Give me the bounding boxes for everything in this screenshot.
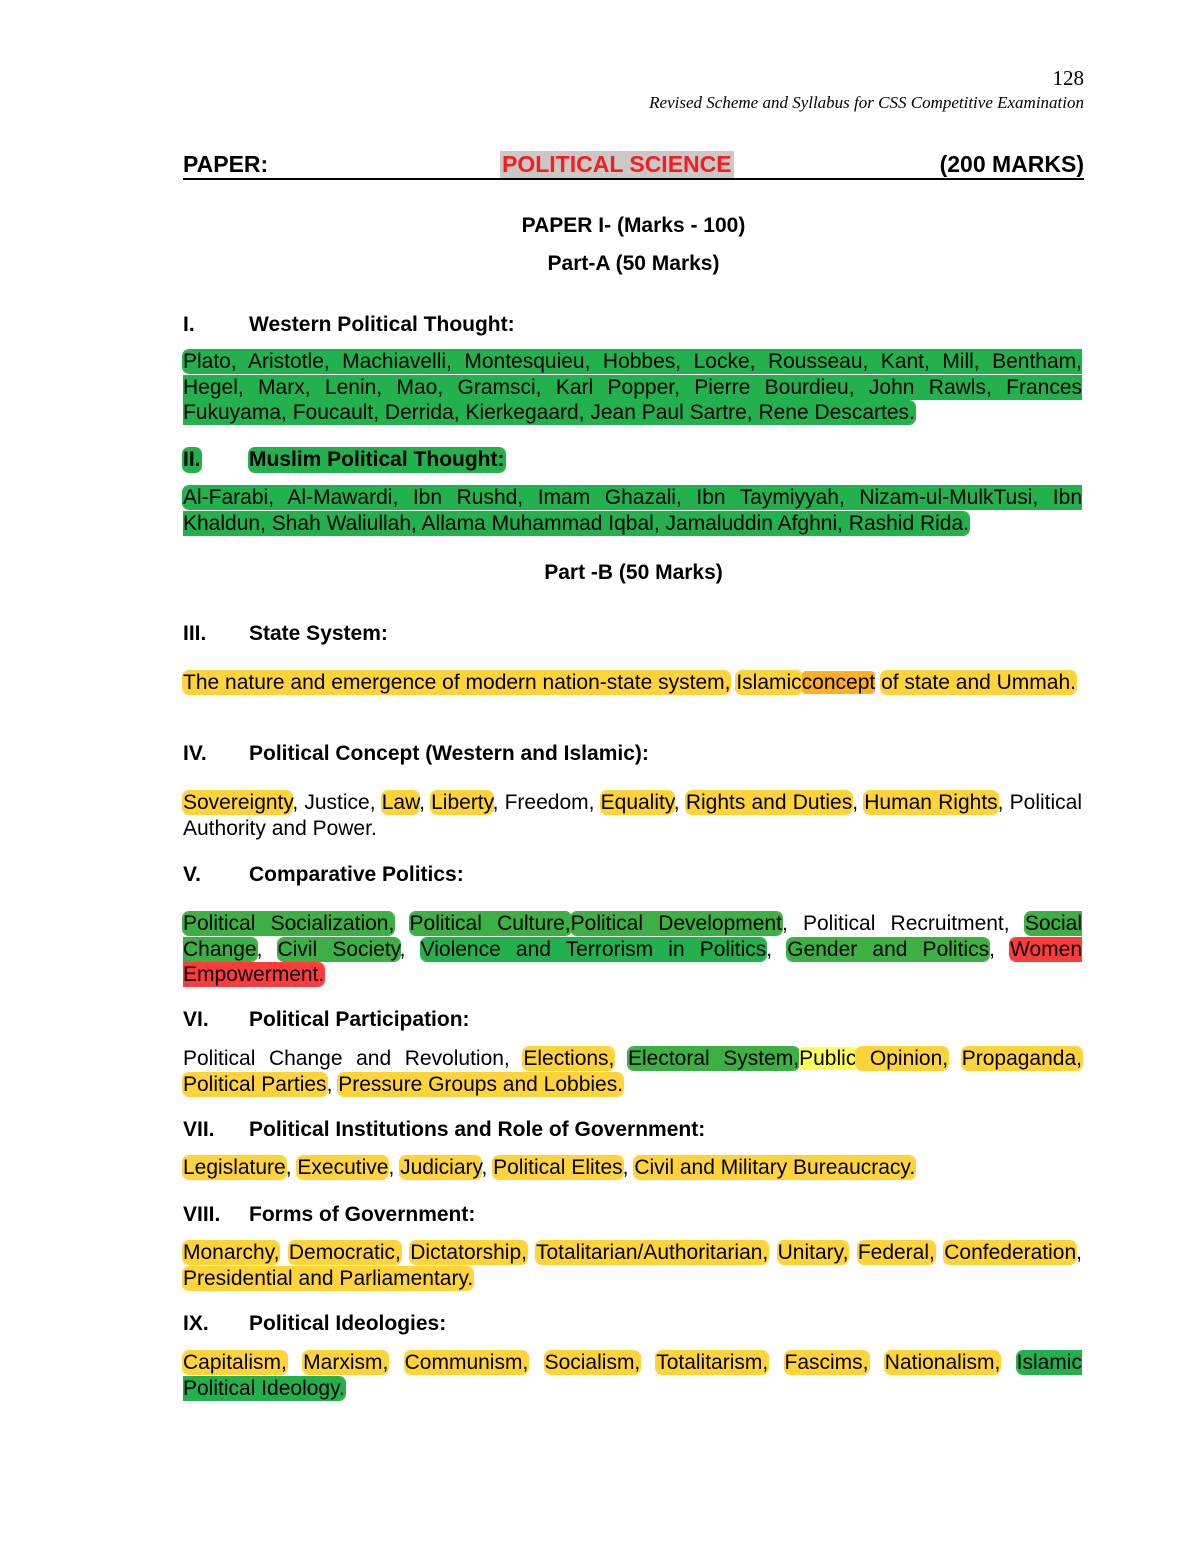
highlighted-text: concept [801, 671, 876, 694]
section-body [183, 349, 1082, 426]
text: , [852, 791, 865, 814]
highlighted-text: Al-Farabi, Al-Mawardi, Ibn Rushd, Imam Ghazali, Ibn Taymiyyah, Nizam-ul-MulkTusi, Ibn Khaldun, Shah Waliullah, Allama Muhammad Iqbal, Jamaluddin Afghni, Rashid Rida. [183, 486, 1082, 535]
section-heading [183, 622, 1084, 650]
text: , [673, 791, 686, 814]
text: , [419, 791, 432, 814]
section-body [183, 1350, 1082, 1401]
highlighted-text: Marxism, [303, 1351, 389, 1374]
highlighted-text: Public [799, 1047, 857, 1070]
highlighted-text: Federal, [857, 1241, 935, 1264]
highlighted-text: Judiciary [400, 1156, 482, 1179]
document-subtitle: Revised Scheme and Syllabus for CSS Competitive Examination [649, 93, 1084, 112]
highlighted-text: of state and Ummah. [881, 671, 1076, 694]
highlighted-text: Women Empowerment. [183, 937, 1083, 986]
text [388, 1351, 404, 1374]
section-title: Political Concept (Western and Islamic): [249, 742, 649, 765]
section-heading [183, 448, 1084, 476]
section-heading [183, 863, 1084, 891]
text [527, 1241, 536, 1264]
section-body [183, 1240, 1082, 1291]
text: , [989, 937, 1011, 961]
page-number: 128 [1052, 66, 1084, 90]
text [401, 1241, 410, 1264]
text: , [481, 1156, 494, 1179]
highlighted-text: Presidential and Parliamentary. [183, 1266, 474, 1290]
section-title: Muslim Political Thought: [249, 448, 505, 471]
text: , [285, 1156, 298, 1179]
paper-label: PAPER: [183, 151, 269, 177]
highlighted-text: Capitalism, [183, 1351, 287, 1374]
text [948, 1047, 962, 1070]
highlighted-text: Plato, Aristotle, Machiavelli, Montesquieu, Hobbes, Locke, Rousseau, Kant, Mill, Bentham, Hegel, Marx, Lenin, Mao, Gramsci, Karl Popper, Pierre Bourdieu, John Rawls, Frances Fukuyama, Foucault, Derrida, Kierkegaard, Jean Paul Sartre, Rene Descartes. [183, 350, 1082, 424]
text [279, 1241, 288, 1264]
highlighted-text: The nature and emergence of modern nation-state system, [183, 671, 731, 694]
highlighted-text: Opinion, [856, 1047, 949, 1070]
highlighted-text: Gender and Politics [787, 937, 990, 961]
section-heading [183, 1312, 1084, 1340]
highlighted-text: Totalitarian/Authoritarian, [535, 1241, 769, 1264]
section-number: V. [183, 863, 201, 886]
highlighted-text: Violence and Terrorism in Politics [420, 937, 767, 961]
text [768, 1241, 777, 1264]
section-title: Forms of Government: [249, 1203, 476, 1226]
text: , Political Recruitment, [781, 912, 1025, 935]
highlighted-text: Civil and Military Bureaucracy. [634, 1156, 916, 1179]
paper-subject: POLITICAL SCIENCE [502, 151, 732, 177]
highlighted-text: Socialism, [544, 1351, 641, 1374]
highlighted-text: Civil Society [277, 937, 400, 961]
highlighted-text: Islamic [736, 671, 802, 694]
section-heading [183, 1118, 1084, 1146]
section-number: IX. [183, 1312, 209, 1335]
text [848, 1241, 857, 1264]
paper1-heading: PAPER I- (Marks - 100) [521, 214, 746, 237]
text [528, 1351, 544, 1374]
highlighted-text: Elections, [523, 1047, 615, 1070]
text [640, 1351, 656, 1374]
text: , [388, 1156, 401, 1179]
section-title: Comparative Politics: [249, 863, 464, 886]
section-number: II. [183, 448, 201, 471]
section-number: I. [183, 313, 195, 336]
highlighted-text: Political Socialization, [183, 912, 395, 935]
text: , Political Authority and Power. [183, 791, 1083, 840]
section-number: VII. [183, 1118, 215, 1141]
highlighted-text: Confederation [944, 1241, 1077, 1264]
highlighted-text: Rights and Duties [685, 791, 853, 814]
section-heading [183, 1203, 1084, 1231]
section-heading [183, 1008, 1084, 1036]
highlighted-text: Legislature [183, 1156, 286, 1179]
section-title: Political Ideologies: [249, 1312, 447, 1335]
paper-marks: (200 MARKS) [939, 151, 1084, 177]
section-heading [183, 313, 1084, 341]
highlighted-text: Democratic, [288, 1241, 401, 1264]
text [287, 1351, 303, 1374]
highlighted-text: Executive [297, 1156, 389, 1179]
text: , Freedom, [492, 791, 601, 814]
partA-heading: Part-A (50 Marks) [547, 252, 720, 275]
text [935, 1241, 944, 1264]
highlighted-text: Political Development [570, 912, 782, 935]
section-body [183, 1046, 1082, 1097]
highlighted-text: Human Rights [864, 791, 998, 814]
highlighted-text: Social Change [183, 912, 1083, 961]
section-number: IV. [183, 742, 207, 765]
highlighted-text: Political Culture, [409, 912, 571, 935]
paper-title-line [183, 150, 1084, 180]
highlighted-text: Fascims, [784, 1351, 869, 1374]
highlighted-text: Law [381, 791, 420, 814]
text: , [1076, 1241, 1083, 1264]
highlighted-text: Islamic Political Ideology. [183, 1351, 1082, 1400]
text [614, 1047, 628, 1070]
text: , Justice, [292, 791, 382, 814]
text: , [766, 937, 788, 961]
section-number: VI. [183, 1008, 209, 1031]
section-number: III. [183, 622, 207, 645]
highlighted-text: Pressure Groups and Lobbies. [338, 1072, 624, 1096]
section-title: Political Institutions and Role of Government: [249, 1118, 706, 1141]
highlighted-text: Totalitarism, [656, 1351, 769, 1374]
text: , [622, 1156, 635, 1179]
text: , [256, 937, 278, 961]
section-body [183, 670, 1082, 696]
highlighted-text: Dictatorship, [410, 1241, 527, 1264]
highlighted-text: Communism, [404, 1351, 529, 1374]
section-number: VIII. [183, 1203, 221, 1226]
text [394, 912, 409, 935]
text [869, 1351, 885, 1374]
highlighted-text: Equality [600, 791, 674, 814]
text: Political Change and Revolution, [183, 1047, 524, 1070]
section-title: Western Political Thought: [249, 313, 515, 336]
highlighted-text: Nationalism, [884, 1351, 1001, 1374]
section-body [183, 790, 1082, 841]
section-body [183, 1155, 1082, 1181]
highlighted-text: Propaganda, [961, 1047, 1082, 1070]
highlighted-text: Political Parties [183, 1072, 327, 1096]
text: , [326, 1072, 339, 1096]
text [768, 1351, 784, 1374]
highlighted-text: Electoral System, [627, 1047, 800, 1070]
highlighted-text: Monarchy, [183, 1241, 280, 1264]
section-title: State System: [249, 622, 388, 645]
highlighted-text: Liberty [431, 791, 493, 814]
highlighted-text: Political Elites [493, 1156, 623, 1179]
text: , [399, 937, 421, 961]
section-body [183, 485, 1082, 536]
section-heading [183, 742, 1084, 770]
text [1000, 1351, 1016, 1374]
highlighted-text: Unitary, [777, 1241, 849, 1264]
partB-heading: Part -B (50 Marks) [544, 561, 723, 584]
section-title: Political Participation: [249, 1008, 470, 1031]
section-body [183, 911, 1082, 988]
highlighted-text: Sovereignty [183, 791, 293, 814]
